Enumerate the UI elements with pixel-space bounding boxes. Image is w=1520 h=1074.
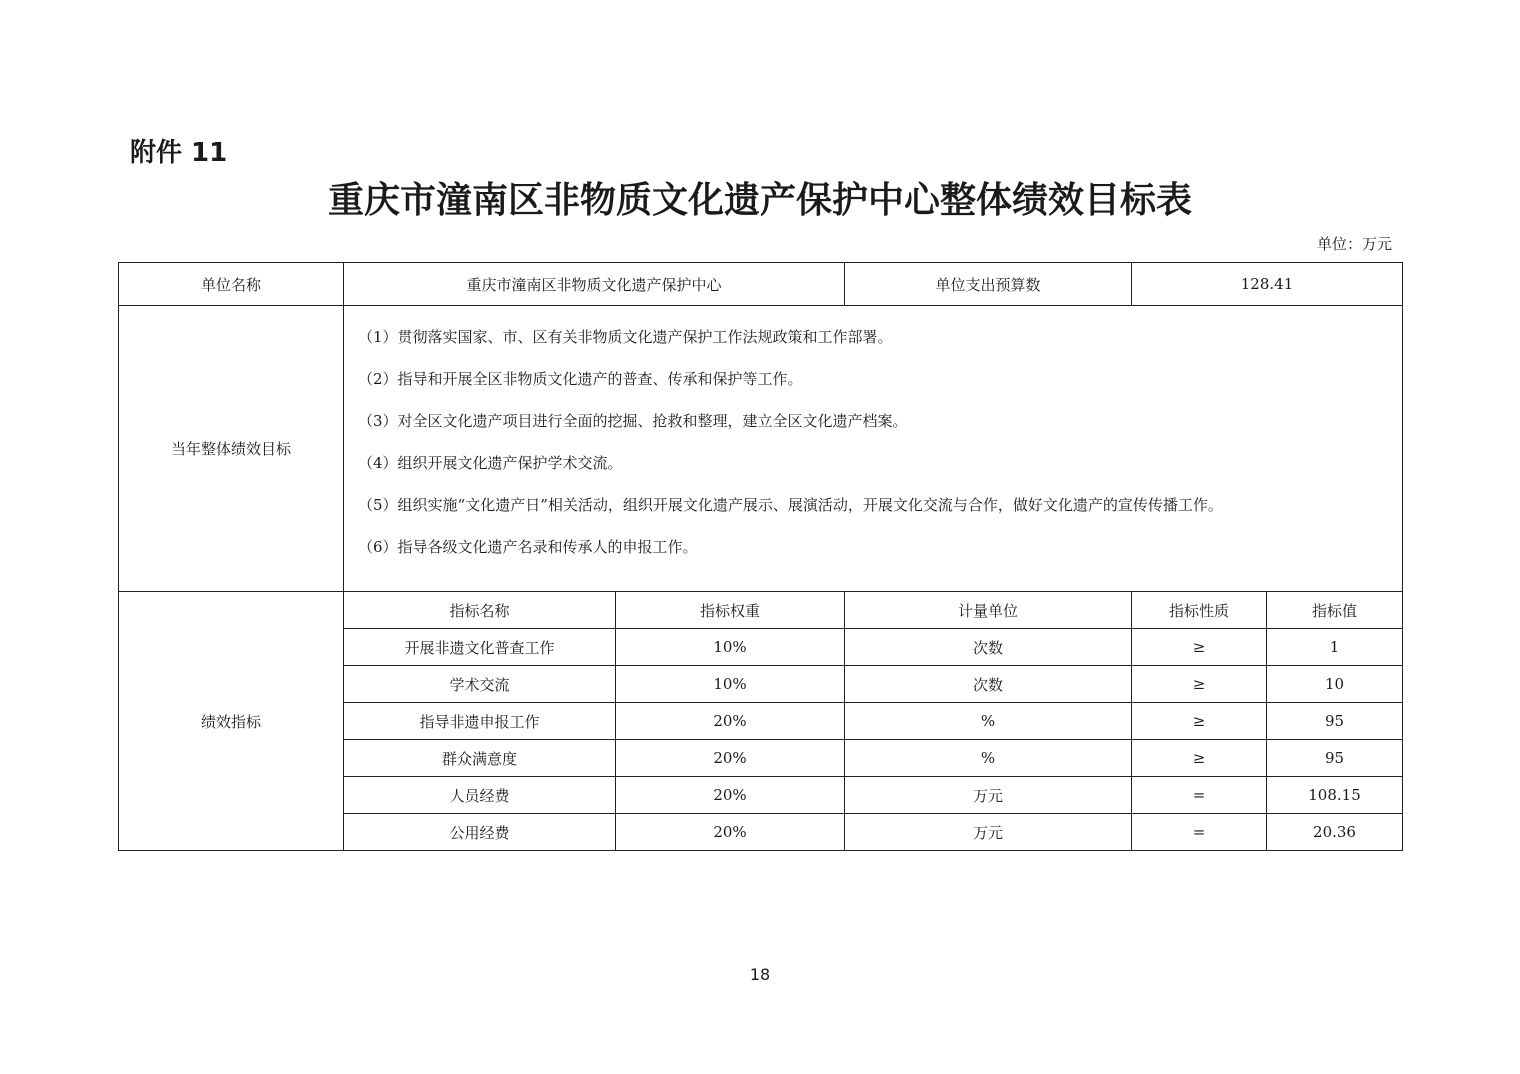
indicator-unit: 次数 [845, 666, 1132, 703]
indicator-name: 学术交流 [344, 666, 616, 703]
page-number: 18 [749, 965, 771, 984]
indicator-nature: ≥ [1132, 740, 1267, 777]
budget-value: 128.41 [1132, 263, 1403, 306]
indicator-value: 108.15 [1267, 777, 1403, 814]
indicator-unit: 次数 [845, 629, 1132, 666]
goal-item: （1）贯彻落实国家、市、区有关非物质文化遗产保护工作法规政策和工作部署。 [358, 328, 893, 346]
indicator-name: 人员经费 [344, 777, 616, 814]
budget-label: 单位支出预算数 [845, 263, 1132, 306]
indicator-unit: % [845, 740, 1132, 777]
goal-item: （5）组织实施“文化遗产日”相关活动，组织开展文化遗产展示、展演活动，开展文化交流与合作，做好文化遗产的宣传传播工作。 [358, 496, 1223, 514]
indicator-weight: 10% [616, 666, 845, 703]
indicators-label: 绩效指标 [119, 592, 344, 851]
column-header: 指标名称 [344, 592, 616, 629]
indicator-value: 1 [1267, 629, 1403, 666]
indicator-weight: 20% [616, 703, 845, 740]
page-title: 重庆市潼南区非物质文化遗产保护中心整体绩效目标表 [327, 179, 1192, 221]
indicator-nature: = [1132, 777, 1267, 814]
unit-info-row [119, 263, 1403, 306]
column-header: 计量单位 [845, 592, 1132, 629]
indicator-nature: ≥ [1132, 629, 1267, 666]
indicator-unit: 万元 [845, 777, 1132, 814]
goals-content [344, 306, 1403, 592]
indicator-nature: ≥ [1132, 703, 1267, 740]
indicator-name: 公用经费 [344, 814, 616, 851]
indicator-nature: ≥ [1132, 666, 1267, 703]
goal-item: （3）对全区文化遗产项目进行全面的挖掘、抢救和整理，建立全区文化遗产档案。 [358, 412, 908, 430]
indicator-name: 群众满意度 [344, 740, 616, 777]
attachment-label: 附件 11 [130, 138, 228, 168]
goals-row [119, 306, 1403, 592]
indicator-weight: 20% [616, 814, 845, 851]
performance-table [118, 262, 1403, 851]
column-header: 指标性质 [1132, 592, 1267, 629]
indicator-nature: = [1132, 814, 1267, 851]
indicator-header-row [119, 592, 1403, 629]
unit-note: 单位：万元 [1316, 235, 1392, 253]
indicator-unit: 万元 [845, 814, 1132, 851]
column-header: 指标值 [1267, 592, 1403, 629]
column-header: 指标权重 [616, 592, 845, 629]
indicator-name: 开展非遗文化普查工作 [344, 629, 616, 666]
indicator-value: 95 [1267, 703, 1403, 740]
unit-name-label: 单位名称 [119, 263, 344, 306]
goal-item: （6）指导各级文化遗产名录和传承人的申报工作。 [358, 538, 698, 556]
goal-item: （4）组织开展文化遗产保护学术交流。 [358, 454, 623, 472]
unit-name-value: 重庆市潼南区非物质文化遗产保护中心 [344, 263, 845, 306]
indicator-value: 95 [1267, 740, 1403, 777]
goals-label: 当年整体绩效目标 [119, 306, 344, 592]
indicator-value: 20.36 [1267, 814, 1403, 851]
goal-item: （2）指导和开展全区非物质文化遗产的普查、传承和保护等工作。 [358, 370, 803, 388]
indicator-name: 指导非遗申报工作 [344, 703, 616, 740]
indicator-value: 10 [1267, 666, 1403, 703]
indicator-weight: 20% [616, 777, 845, 814]
indicator-unit: % [845, 703, 1132, 740]
indicator-weight: 10% [616, 629, 845, 666]
indicator-weight: 20% [616, 740, 845, 777]
